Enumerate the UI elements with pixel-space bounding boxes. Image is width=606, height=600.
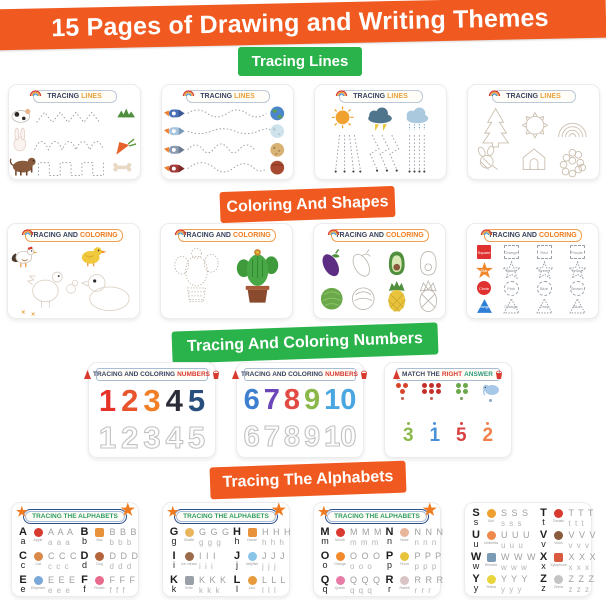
card-alphabet-m-r: [313, 502, 444, 597]
letter-group-r: R r Rabbit R R R r r r: [385, 574, 444, 595]
row-tracing-lines: [8, 84, 600, 180]
letter-group-y: Y y Yellow Y Y Y y y y: [472, 573, 529, 594]
produce-art: [314, 243, 445, 318]
squarewave-trace-line: [39, 163, 104, 176]
apple-icon: [429, 389, 434, 394]
hen-icon: [12, 247, 38, 268]
header-prefix: TRACING AND: [488, 232, 537, 239]
colored-numbers: [89, 382, 215, 419]
crayon-icon: [84, 370, 91, 379]
number: 9: [304, 384, 321, 416]
bus-icon: [95, 528, 104, 537]
header-label: TRACING THE ALPHABETS: [334, 513, 420, 520]
card-header-pill: [93, 368, 210, 381]
mars-icon: [270, 161, 284, 175]
vertical-trace-lines: [410, 135, 425, 169]
cabbage-icon: [463, 383, 468, 388]
dashed-circle-cell: Brown: [568, 280, 586, 296]
xylophone-icon: [554, 553, 563, 562]
rainbow-icon: [174, 226, 187, 235]
card-header-pill: [25, 229, 123, 242]
dashed-star-cell: Black: [502, 262, 520, 278]
carrot-icon: [403, 383, 408, 388]
chick-outline-icon: [67, 280, 78, 293]
match-dot: [489, 399, 492, 402]
letter-group-x: X x Xylophone X X X x x x: [539, 551, 597, 572]
rocket-red-icon: [164, 165, 185, 173]
pizza-icon: [400, 552, 409, 561]
bee-outline-icon: [477, 145, 498, 169]
traced-number: 5: [187, 420, 206, 455]
traced-number: 1: [98, 420, 117, 455]
traced-numbers: [89, 419, 215, 456]
letter-group-m: M m Mouth M M M m m m: [320, 526, 383, 547]
window-icon: [487, 553, 496, 562]
card-tracing-lines-rockets: [161, 84, 294, 180]
number: 1: [98, 383, 117, 418]
header-prefix: TRACING: [506, 93, 539, 100]
knife-icon: [185, 576, 194, 585]
shapes-grid: [467, 243, 598, 314]
letter-group-z: Z z Zebra Z Z Z z z z: [540, 573, 595, 594]
trace-trail-4: [188, 163, 267, 172]
header-prefix: TRACING: [353, 93, 386, 100]
card-alphabet-g-l: [162, 502, 290, 597]
header-accent: NUMBERS: [177, 371, 210, 378]
rocket-lightblue-icon: [164, 127, 185, 135]
animals-lines-art: [9, 104, 140, 179]
cat-icon: [34, 552, 43, 561]
letter-group-d: D d Dog D D D d d d: [80, 550, 139, 571]
letter-group-f: F f Flower F F F f f f: [81, 574, 136, 595]
zebra-icon: [554, 575, 563, 584]
number: 4: [165, 383, 183, 418]
letter-group-h: H h House H H H h h h: [233, 526, 292, 547]
traced-number: 4: [165, 420, 183, 455]
header-accent: LINES: [81, 93, 102, 100]
tomato-icon: [554, 509, 563, 518]
row-coloring-shapes: [7, 223, 599, 319]
traced-number: 10: [324, 421, 357, 453]
duck-outline-icon: [82, 275, 129, 311]
card-header-pill: [396, 368, 500, 381]
cactus-outline-icon: [175, 248, 218, 301]
star-icon: ★: [422, 502, 437, 519]
wreath-outline-icon: [560, 149, 585, 176]
grass-icon: [117, 109, 135, 118]
letter-group-v: V v Violin V V V v v v: [539, 529, 597, 550]
header-prefix: TRACING: [200, 93, 233, 100]
card-tracing-lines-animals: [8, 84, 141, 180]
lion-icon: [248, 576, 257, 585]
apple-icon: [436, 383, 441, 388]
match-dot: [460, 397, 463, 400]
card-header-pill: [33, 90, 117, 103]
card-header-pill: [167, 502, 286, 524]
dashed-triangle-cell: Blue: [568, 298, 586, 314]
rainbow-icon: [335, 87, 348, 96]
ice-cream-icon: [185, 552, 194, 561]
card-match-answer: [384, 362, 512, 458]
rainbow-icon: [488, 87, 501, 96]
letter-grid: [465, 503, 597, 594]
jellyfish-icon: [248, 552, 257, 561]
weather-lines-art: [315, 104, 446, 179]
cabbage-icon: [463, 389, 468, 394]
card-header-pill: [16, 502, 135, 524]
count-groups: [385, 383, 511, 419]
pine-tree-outline-icon: [483, 109, 509, 147]
apples-group: [422, 383, 441, 400]
cactus-art: [161, 243, 292, 318]
letter-group-a: A a Apple A A A a a a: [19, 526, 75, 547]
nose-icon: [400, 528, 409, 537]
header-accent: COLORING: [233, 232, 271, 239]
hen-duck-art: [8, 243, 139, 318]
moon-icon: [270, 124, 284, 138]
elephant-icon: [482, 383, 500, 396]
card-header-pill: [331, 229, 429, 242]
violin-icon: [554, 531, 563, 540]
elephant-icon: [34, 576, 43, 585]
match-dot: [401, 397, 404, 400]
card-header-pill: [318, 502, 437, 524]
apple-icon: [422, 383, 427, 388]
rainbow-icon: [480, 226, 493, 235]
sun-star-outline-icon: [522, 112, 548, 138]
cabbage-icon: [321, 288, 343, 310]
letter-group-g: G g Giraffe G G G g g g: [169, 526, 231, 547]
eggplant-icon: [319, 249, 342, 278]
header-part: MATCH THE: [402, 371, 440, 378]
letter-grid: [12, 525, 138, 597]
header-part: ANSWER: [464, 371, 493, 378]
header-part: RIGHT: [441, 371, 463, 378]
umbrella-icon: [487, 531, 496, 540]
letter-grid: [314, 525, 444, 597]
yellow-pencil-icon: [487, 575, 496, 584]
dashed-triangle-cell: Orange: [502, 298, 520, 314]
card-header-pill: [178, 229, 276, 242]
letter-group-w: W w Window W W W w w w: [470, 551, 537, 572]
storm-cloud-icon: [368, 108, 392, 132]
traced-numbers: [237, 419, 363, 456]
rocket-blue-icon: [164, 109, 185, 117]
dashed-circle-cell: Blue: [535, 280, 553, 296]
letter-group-p: P p Pizza P P P p p p: [385, 550, 443, 571]
avocado-outline-icon: [420, 251, 436, 275]
card-header-pill: [241, 368, 358, 381]
dashed-square-cell: Purple: [568, 244, 586, 260]
letter-group-q: Q q Queen Q Q Q q q q: [320, 574, 382, 595]
dashed-star-cell: Yellow: [568, 262, 586, 278]
traced-number: 7: [263, 421, 280, 453]
bucket-icon: [495, 370, 503, 379]
header-prefix: TRACING: [47, 93, 80, 100]
answer-number: 1: [429, 425, 441, 446]
orange-icon: [336, 552, 345, 561]
traced-number: 8: [283, 421, 300, 453]
carrot-icon: [400, 389, 405, 394]
letter-group-b: B b Bus B B B b b b: [80, 526, 138, 547]
card-tracing-lines-weather: [314, 84, 447, 180]
card-header-pill: [484, 229, 582, 242]
letter-group-n: N n Nose N N N n n n: [385, 526, 444, 547]
slanted-trace-lines: [336, 135, 361, 169]
trace-trail-3: [188, 144, 255, 153]
house-outline-icon: [523, 149, 545, 170]
header-prefix: TRACING AND: [182, 232, 231, 239]
rain-cloud-icon: [407, 108, 429, 131]
card-coloring-cactus: [160, 223, 293, 319]
dog-icon: [95, 552, 104, 561]
card-numbers-6-10: [236, 362, 364, 458]
letter-group-j: J j Jellyfish J J J j j j: [233, 550, 286, 571]
rabbit-icon: [400, 576, 409, 585]
lightning-trace-lines: [370, 135, 399, 169]
header-prefix: TRACING AND COLORING: [93, 371, 176, 378]
apple-icon: [422, 389, 427, 394]
letter-group-k: K k Knife K K K k k k: [170, 574, 228, 595]
dog-icon: [10, 158, 35, 176]
sun-icon: [332, 107, 354, 129]
bucket-icon: [212, 370, 220, 379]
trace-trail-1: [188, 110, 267, 117]
header-accent: COLORING: [539, 232, 577, 239]
cactus-icon: [237, 249, 278, 303]
star-icon: ★: [167, 504, 179, 519]
apple-icon: [436, 389, 441, 394]
letter-group-o: O o Orange O O O o o o: [320, 550, 382, 571]
answer-numbers: [385, 420, 511, 445]
arc-trace-line: [35, 142, 104, 150]
card-alphabet-a-f: [11, 502, 139, 597]
mouth-icon: [336, 528, 345, 537]
flower-icon: [95, 576, 104, 585]
card-coloring-produce: [313, 223, 446, 319]
card-alphabet-s-z: [464, 502, 597, 597]
traced-number: 3: [143, 420, 161, 455]
earth-icon: [270, 107, 284, 121]
main-title-banner: [0, 0, 606, 50]
rockets-planets-art: [162, 104, 293, 179]
section-badge-numbers: Tracing And Coloring Numbers: [172, 322, 439, 363]
letter-group-t: T t Tomato T T T t t t: [540, 507, 595, 528]
number: 5: [187, 383, 206, 418]
star-icon: ★: [271, 502, 286, 519]
dashed-circle-cell: Pink: [502, 280, 520, 296]
cabbage-icon: [456, 389, 461, 394]
traced-number: 9: [304, 421, 321, 453]
number: 6: [243, 384, 260, 416]
dashed-square-cell: Red: [535, 244, 553, 260]
carrot-icon: [396, 383, 401, 388]
letter-group-u: U u Umbrella U U U u u u: [472, 529, 531, 550]
traced-number: 2: [121, 420, 139, 455]
header-accent: COLORING: [386, 232, 424, 239]
number: 7: [263, 384, 280, 416]
cookie-planet-icon: [270, 143, 284, 157]
trace-trail-2: [188, 129, 271, 134]
match-dot: [430, 397, 433, 400]
answer-number: 3: [402, 425, 414, 446]
carrot-icon: [116, 139, 136, 155]
card-header-pill: [186, 90, 270, 103]
hen-outline-icon: [28, 272, 62, 307]
cabbage-outline-icon: [352, 288, 374, 310]
avocado-icon: [389, 251, 405, 275]
card-numbers-1-5: [88, 362, 216, 458]
answer-number: 2: [482, 425, 494, 446]
footprints: [22, 311, 35, 316]
dashed-square-cell: Orange: [502, 244, 520, 260]
bucket-icon: [360, 370, 368, 379]
rainbow-outline-icon: [559, 123, 587, 137]
cabbage-icon: [456, 383, 461, 388]
letter-group-s: S s Sun S S S s s s: [472, 507, 530, 528]
header-label: TRACING THE ALPHABETS: [32, 513, 118, 520]
header-prefix: TRACING AND COLORING: [241, 371, 324, 378]
rainbow-icon: [21, 226, 34, 235]
cabbages-group: [456, 383, 468, 400]
pineapple-icon: [388, 281, 406, 312]
rainbow-icon: [182, 87, 195, 96]
duck-icon: [82, 247, 107, 266]
card-tracing-lines-outlines: [467, 84, 600, 180]
solid-star: Star: [475, 262, 493, 278]
number: 8: [283, 384, 300, 416]
bone-icon: [113, 163, 131, 172]
section-badge-tracing-lines: Tracing Lines: [238, 47, 362, 76]
rainbow-icon: [327, 226, 340, 235]
header-accent: LINES: [540, 93, 561, 100]
header-prefix: TRACING AND: [335, 232, 384, 239]
card-coloring-shapes-grid: [466, 223, 599, 319]
solid-square: Square: [475, 244, 493, 260]
card-coloring-hen-duck: [7, 223, 140, 319]
dashed-star-cell: Green: [535, 262, 553, 278]
header-accent: COLORING: [80, 232, 118, 239]
dashed-triangle-cell: Gray: [535, 298, 553, 314]
apple-icon: [34, 528, 43, 537]
colored-numbers: [237, 382, 363, 419]
crayon-icon: [393, 370, 400, 379]
rocket-gray-icon: [164, 146, 185, 154]
crayon-icon: [232, 370, 239, 379]
number: 3: [143, 383, 161, 418]
queen-icon: [336, 576, 345, 585]
zigzag-trace-line: [37, 112, 100, 122]
letter-group-c: C c Cat C C C c c c: [19, 550, 78, 571]
section-badge-coloring-shapes: Coloring And Shapes: [220, 186, 396, 223]
letter-grid: [163, 525, 292, 597]
card-header-pill: [492, 90, 576, 103]
star-icon: ★: [120, 502, 135, 519]
star-icon: ★: [318, 504, 330, 519]
header-accent: LINES: [387, 93, 408, 100]
section-badge-alphabets: Tracing The Alphabets: [210, 461, 407, 500]
shape-outlines-art: [468, 104, 599, 179]
solid-triangle: Triangle: [475, 298, 493, 314]
header-accent: LINES: [234, 93, 255, 100]
main-title: 15 Pages of Drawing and Writing Themes: [50, 3, 549, 43]
rainbow-icon: [29, 87, 42, 96]
number: 10: [324, 384, 357, 416]
solid-circle: Circle: [475, 280, 493, 296]
eggplant-outline-icon: [350, 249, 373, 278]
letter-group-l: L l Lion L L L l l l: [233, 574, 287, 595]
giraffe-icon: [185, 528, 194, 537]
sun-icon: [487, 509, 496, 518]
header-prefix: TRACING AND: [29, 232, 78, 239]
carrots-group: [396, 383, 408, 400]
header-accent: NUMBERS: [325, 371, 358, 378]
row-alphabets: [11, 502, 597, 597]
elephant-group: [482, 383, 500, 402]
letter-group-i: I i Ice cream I I I i i i: [172, 550, 217, 571]
number: 2: [121, 383, 139, 418]
traced-number: 6: [243, 421, 260, 453]
answer-number: 5: [455, 425, 467, 446]
star-icon: ★: [16, 504, 28, 519]
apple-icon: [429, 383, 434, 388]
card-header-pill: [339, 90, 423, 103]
letter-group-e: E e Elephant E E E e e e: [19, 574, 77, 595]
cow-icon: [12, 109, 30, 122]
header-label: TRACING THE ALPHABETS: [183, 513, 269, 520]
pineapple-outline-icon: [420, 281, 437, 312]
row-numbers: [88, 362, 512, 458]
house-icon: [248, 528, 257, 537]
rabbit-icon: [14, 128, 26, 151]
